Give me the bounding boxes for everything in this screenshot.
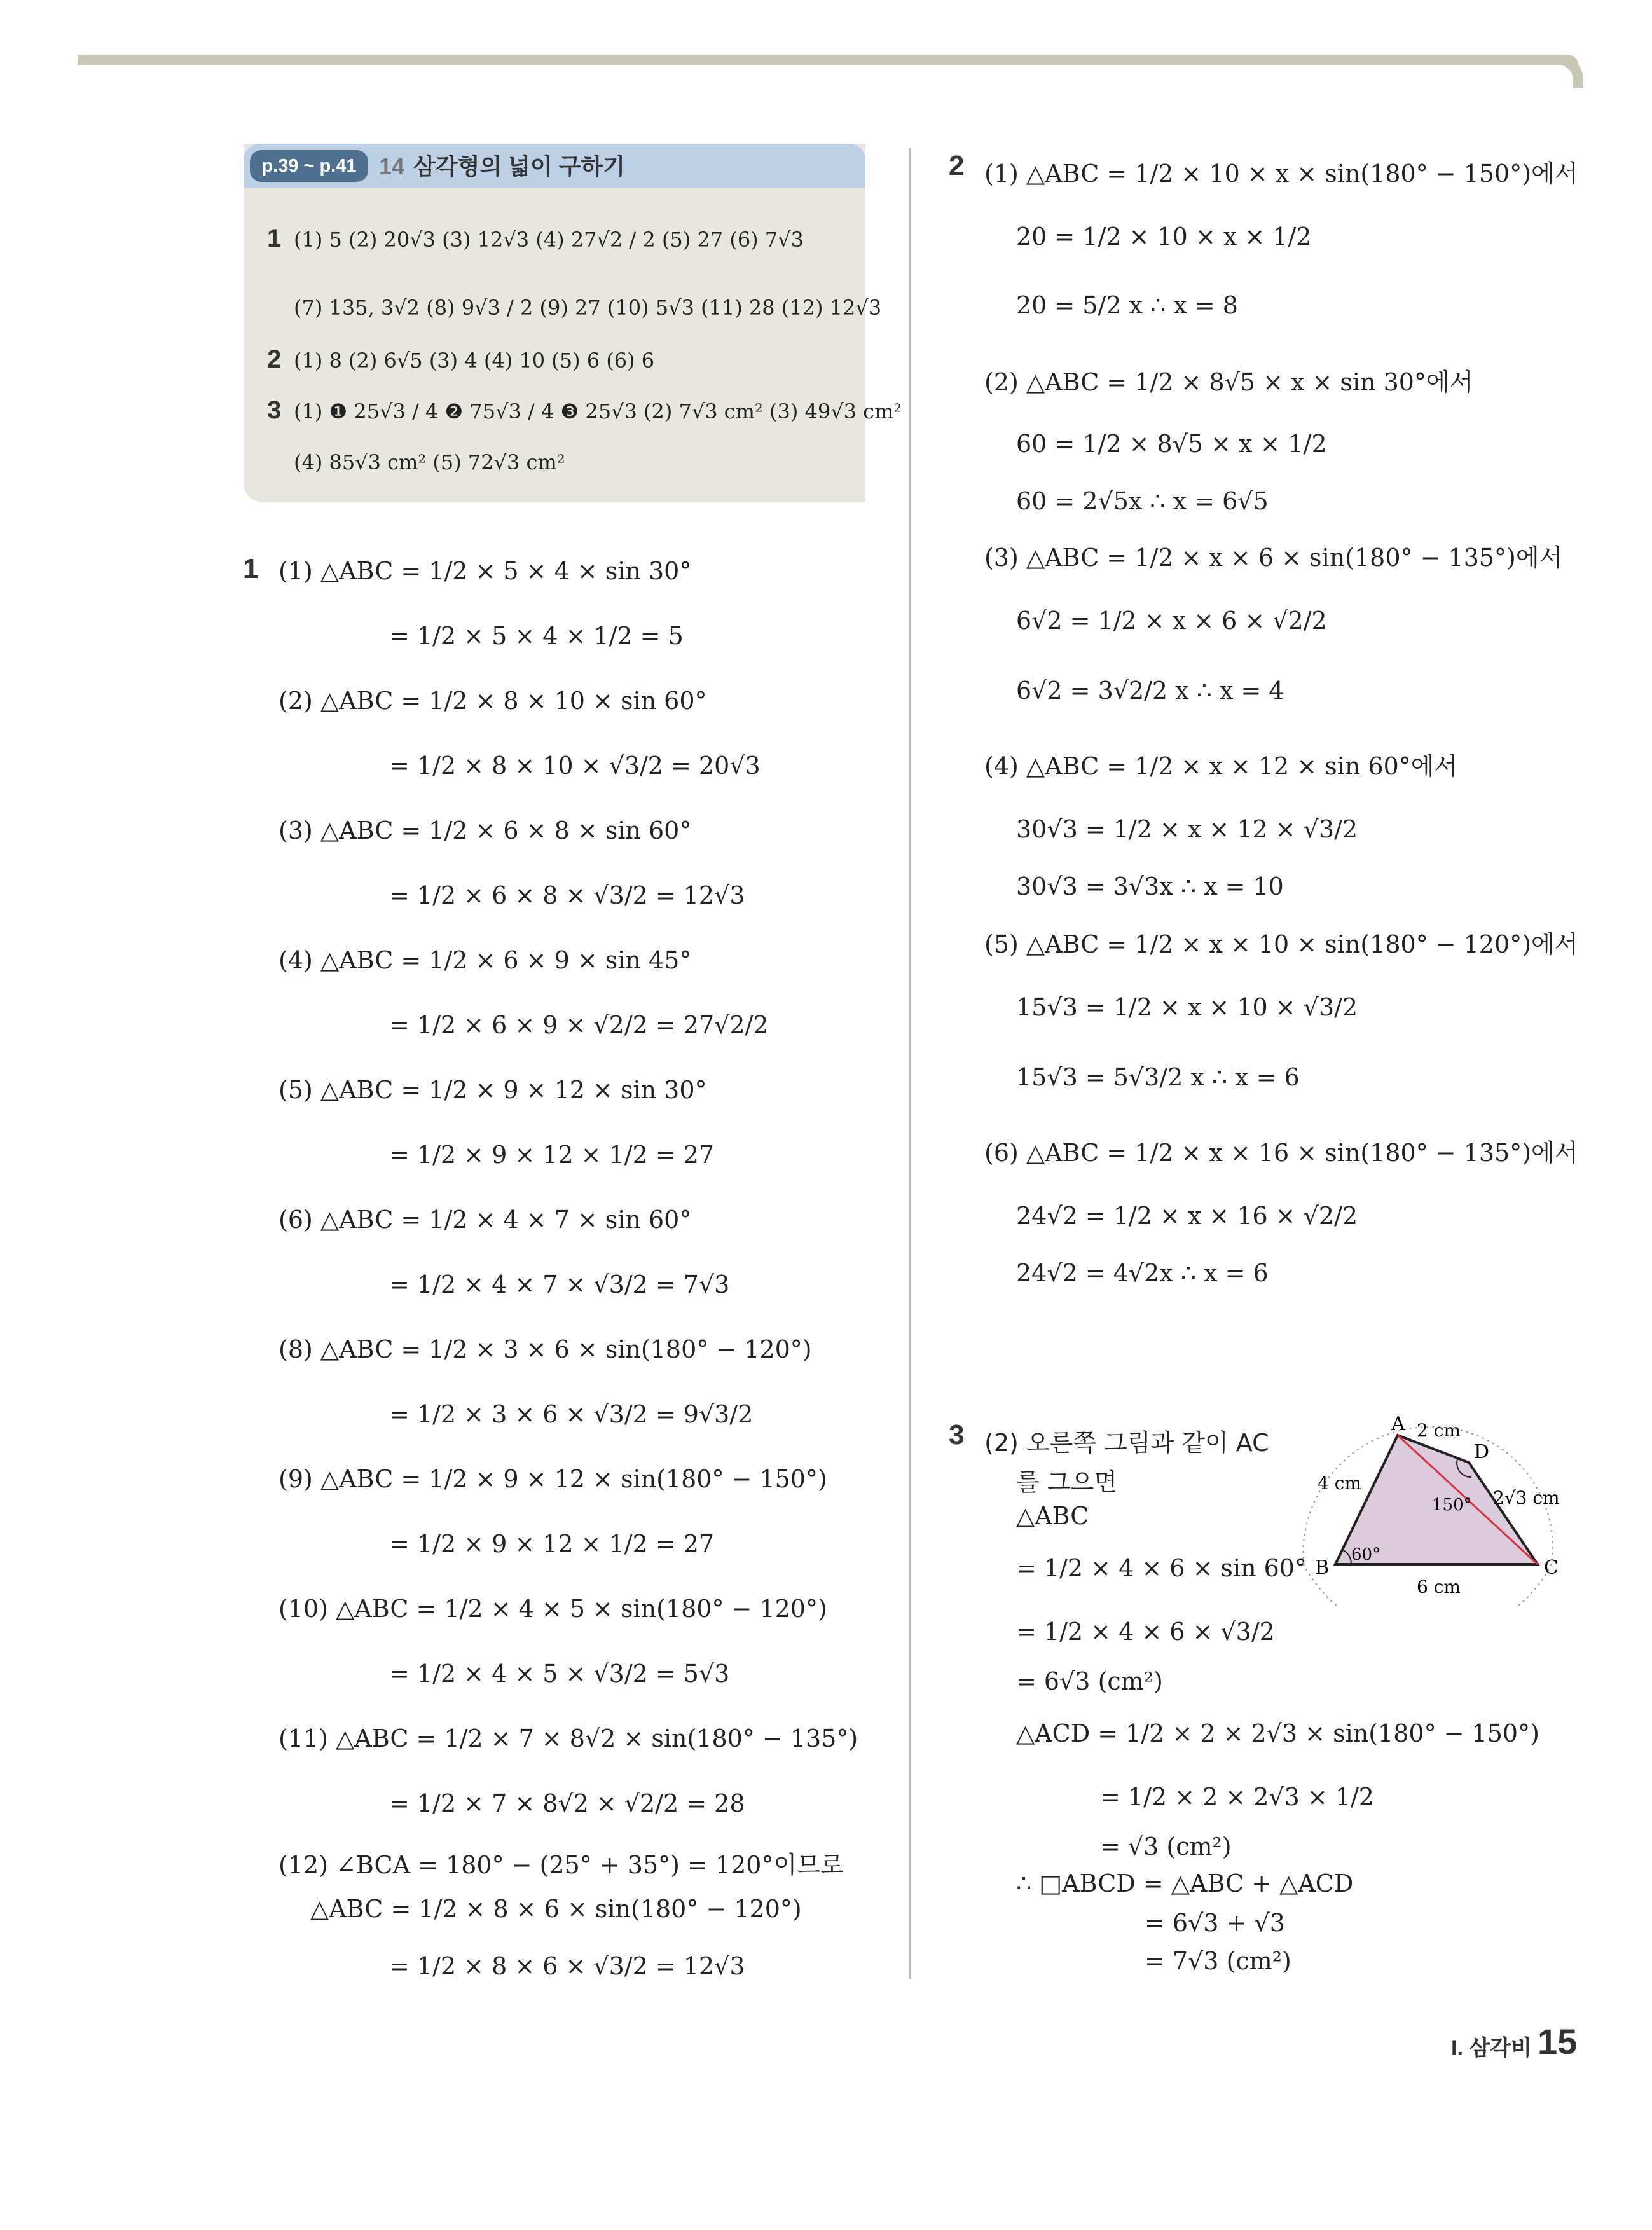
summary-row-number: 1 xyxy=(267,224,282,252)
side-bc-label: 6 cm xyxy=(1417,1576,1461,1597)
solution-line: (4) △ABC = 1/2 × x × 12 × sin 60°에서 xyxy=(984,752,1458,780)
summary-row: (1) 5 (2) 20√3 (3) 12√3 (4) 27√2 / 2 (5) 27 (6) 7√3 xyxy=(294,228,804,252)
summary-row: (1) 8 (2) 6√5 (3) 4 (4) 10 (5) 6 (6) 6 xyxy=(294,348,655,373)
summary-row: (7) 135, 3√2 (8) 9√3 / 2 (9) 27 (10) 5√3 (11) 28 (12) 12√3 xyxy=(294,296,882,320)
solution-line: (1) △ABC = 1/2 × 10 × x × sin(180° − 150°)에서 xyxy=(984,160,1578,188)
solution-line: (3) △ABC = 1/2 × 6 × 8 × sin 60° xyxy=(279,816,692,844)
solution-line: 30√3 = 3√3x ∴ x = 10 xyxy=(1016,872,1284,900)
solution-line: 15√3 = 5√3/2 x ∴ x = 6 xyxy=(1016,1063,1300,1091)
solution-line: 30√3 = 1/2 × x × 12 × √3/2 xyxy=(1016,815,1358,843)
top-bar-corner xyxy=(1558,55,1583,88)
solution-line: (10) △ABC = 1/2 × 4 × 5 × sin(180° − 120°) xyxy=(279,1595,827,1623)
top-decorative-bar xyxy=(78,55,1578,65)
label-c: C xyxy=(1544,1557,1559,1579)
solution-line: = 1/2 × 4 × 7 × √3/2 = 7√3 xyxy=(389,1270,730,1298)
solution-line: = 1/2 × 3 × 6 × √3/2 = 9√3/2 xyxy=(389,1400,754,1428)
side-dc-label: 2√3 cm xyxy=(1493,1487,1560,1508)
solution-line: = 1/2 × 9 × 12 × 1/2 = 27 xyxy=(389,1141,715,1169)
solution-line: = 1/2 × 7 × 8√2 × √2/2 = 28 xyxy=(389,1789,745,1817)
solution-line: (2) △ABC = 1/2 × 8√5 × x × sin 30°에서 xyxy=(984,368,1473,396)
solution-line: 24√2 = 1/2 × x × 16 × √2/2 xyxy=(1016,1202,1358,1230)
solution-line: △ACD = 1/2 × 2 × 2√3 × sin(180° − 150°) xyxy=(1016,1719,1539,1747)
solution-line: 20 = 5/2 x ∴ x = 8 xyxy=(1016,291,1238,319)
solution-line: (6) △ABC = 1/2 × 4 × 7 × sin 60° xyxy=(279,1206,692,1234)
summary-row: (4) 85√3 cm² (5) 72√3 cm² xyxy=(294,450,565,474)
solution-line: (9) △ABC = 1/2 × 9 × 12 × sin(180° − 150°) xyxy=(279,1465,827,1493)
solution-line: (3) △ABC = 1/2 × x × 6 × sin(180° − 135°)에서 xyxy=(984,544,1563,572)
solution-line: 6√2 = 3√2/2 x ∴ x = 4 xyxy=(1016,677,1284,705)
solution-line: 15√3 = 1/2 × x × 10 × √3/2 xyxy=(1016,993,1358,1021)
solution-line: 6√2 = 1/2 × x × 6 × √2/2 xyxy=(1016,607,1327,635)
solution-line: = 1/2 × 8 × 10 × √3/2 = 20√3 xyxy=(389,752,761,780)
solution-line: (8) △ABC = 1/2 × 3 × 6 × sin(180° − 120°) xyxy=(279,1335,812,1363)
solution-line: 20 = 1/2 × 10 × x × 1/2 xyxy=(1016,223,1312,251)
side-ad-label: 2 cm xyxy=(1417,1420,1461,1441)
section-title-text: 삼각형의 넓이 구하기 xyxy=(413,153,626,179)
solution-line: (11) △ABC = 1/2 × 7 × 8√2 × sin(180° − 135°) xyxy=(279,1724,858,1752)
problem-number: 1 xyxy=(243,553,259,584)
solution-line: = √3 (cm²) xyxy=(1100,1833,1232,1861)
solution-line: (5) △ABC = 1/2 × x × 10 × sin(180° − 120°)에서 xyxy=(984,930,1578,958)
solution-line: △ABC = 1/2 × 8 × 6 × sin(180° − 120°) xyxy=(310,1895,802,1923)
solution-line: = 1/2 × 2 × 2√3 × 1/2 xyxy=(1100,1783,1374,1811)
solution-line: = 7√3 (cm²) xyxy=(1145,1947,1291,1975)
solution-line: △ABC xyxy=(1016,1502,1089,1530)
chapter-label: I. 삼각비 xyxy=(1451,2036,1532,2060)
solution-line: (4) △ABC = 1/2 × 6 × 9 × sin 45° xyxy=(279,946,692,974)
solution-line: = 1/2 × 4 × 6 × √3/2 xyxy=(1016,1618,1275,1646)
summary-row-number: 2 xyxy=(267,345,282,373)
solution-line: 를 그으면 xyxy=(1016,1468,1117,1496)
solution-line: 60 = 2√5x ∴ x = 6√5 xyxy=(1016,487,1269,515)
angle-b-label: 60° xyxy=(1351,1545,1381,1564)
solution-line: (12) ∠BCA = 180° − (25° + 35°) = 120°이므로 xyxy=(279,1851,844,1879)
label-b: B xyxy=(1315,1557,1330,1579)
section-title xyxy=(379,149,625,181)
solution-line: = 6√3 (cm²) xyxy=(1016,1667,1163,1695)
solution-line: (2) 오른쪽 그림과 같이 AC xyxy=(984,1429,1269,1457)
solution-line: = 1/2 × 4 × 6 × sin 60° xyxy=(1016,1554,1307,1582)
solution-line: (2) △ABC = 1/2 × 8 × 10 × sin 60° xyxy=(279,687,707,715)
solution-line: = 6√3 + √3 xyxy=(1145,1909,1285,1937)
solution-line: = 1/2 × 6 × 9 × √2/2 = 27√2/2 xyxy=(389,1011,769,1039)
answer-summary-box xyxy=(244,144,865,502)
problem-number: 2 xyxy=(949,150,965,181)
summary-row-number: 3 xyxy=(267,396,282,424)
solution-line: 60 = 1/2 × 8√5 × x × 1/2 xyxy=(1016,430,1327,458)
solution-line: = 1/2 × 6 × 8 × √3/2 = 12√3 xyxy=(389,881,745,909)
section-number: 14 xyxy=(379,153,405,179)
page-range-badge: p.39 ~ p.41 xyxy=(250,150,368,182)
solution-line: (1) △ABC = 1/2 × 5 × 4 × sin 30° xyxy=(279,557,692,585)
solution-line: = 1/2 × 9 × 12 × 1/2 = 27 xyxy=(389,1530,715,1558)
solution-line: = 1/2 × 5 × 4 × 1/2 = 5 xyxy=(389,622,684,650)
solution-line: 24√2 = 4√2x ∴ x = 6 xyxy=(1016,1259,1269,1287)
solution-line: = 1/2 × 4 × 5 × √3/2 = 5√3 xyxy=(389,1660,730,1688)
solution-line: ∴ □ABCD = △ABC + △ACD xyxy=(1016,1869,1354,1897)
page-number: 15 xyxy=(1538,2021,1578,2061)
summary-row: (1) ❶ 25√3 / 4 ❷ 75√3 / 4 ❸ 25√3 (2) 7√3 cm² (3) 49√3 cm² xyxy=(294,399,902,423)
label-a: A xyxy=(1391,1415,1405,1435)
side-ab-label: 4 cm xyxy=(1318,1473,1361,1494)
column-divider xyxy=(909,148,911,1979)
solution-line: = 1/2 × 8 × 6 × √3/2 = 12√3 xyxy=(389,1952,745,1980)
problem-number: 3 xyxy=(949,1419,965,1450)
solution-line: (6) △ABC = 1/2 × x × 16 × sin(180° − 135°)에서 xyxy=(984,1139,1578,1167)
solution-line: (5) △ABC = 1/2 × 9 × 12 × sin 30° xyxy=(279,1076,707,1104)
quadrilateral-diagram xyxy=(1291,1415,1571,1606)
angle-d-label: 150° xyxy=(1432,1496,1472,1515)
label-d: D xyxy=(1474,1441,1490,1463)
